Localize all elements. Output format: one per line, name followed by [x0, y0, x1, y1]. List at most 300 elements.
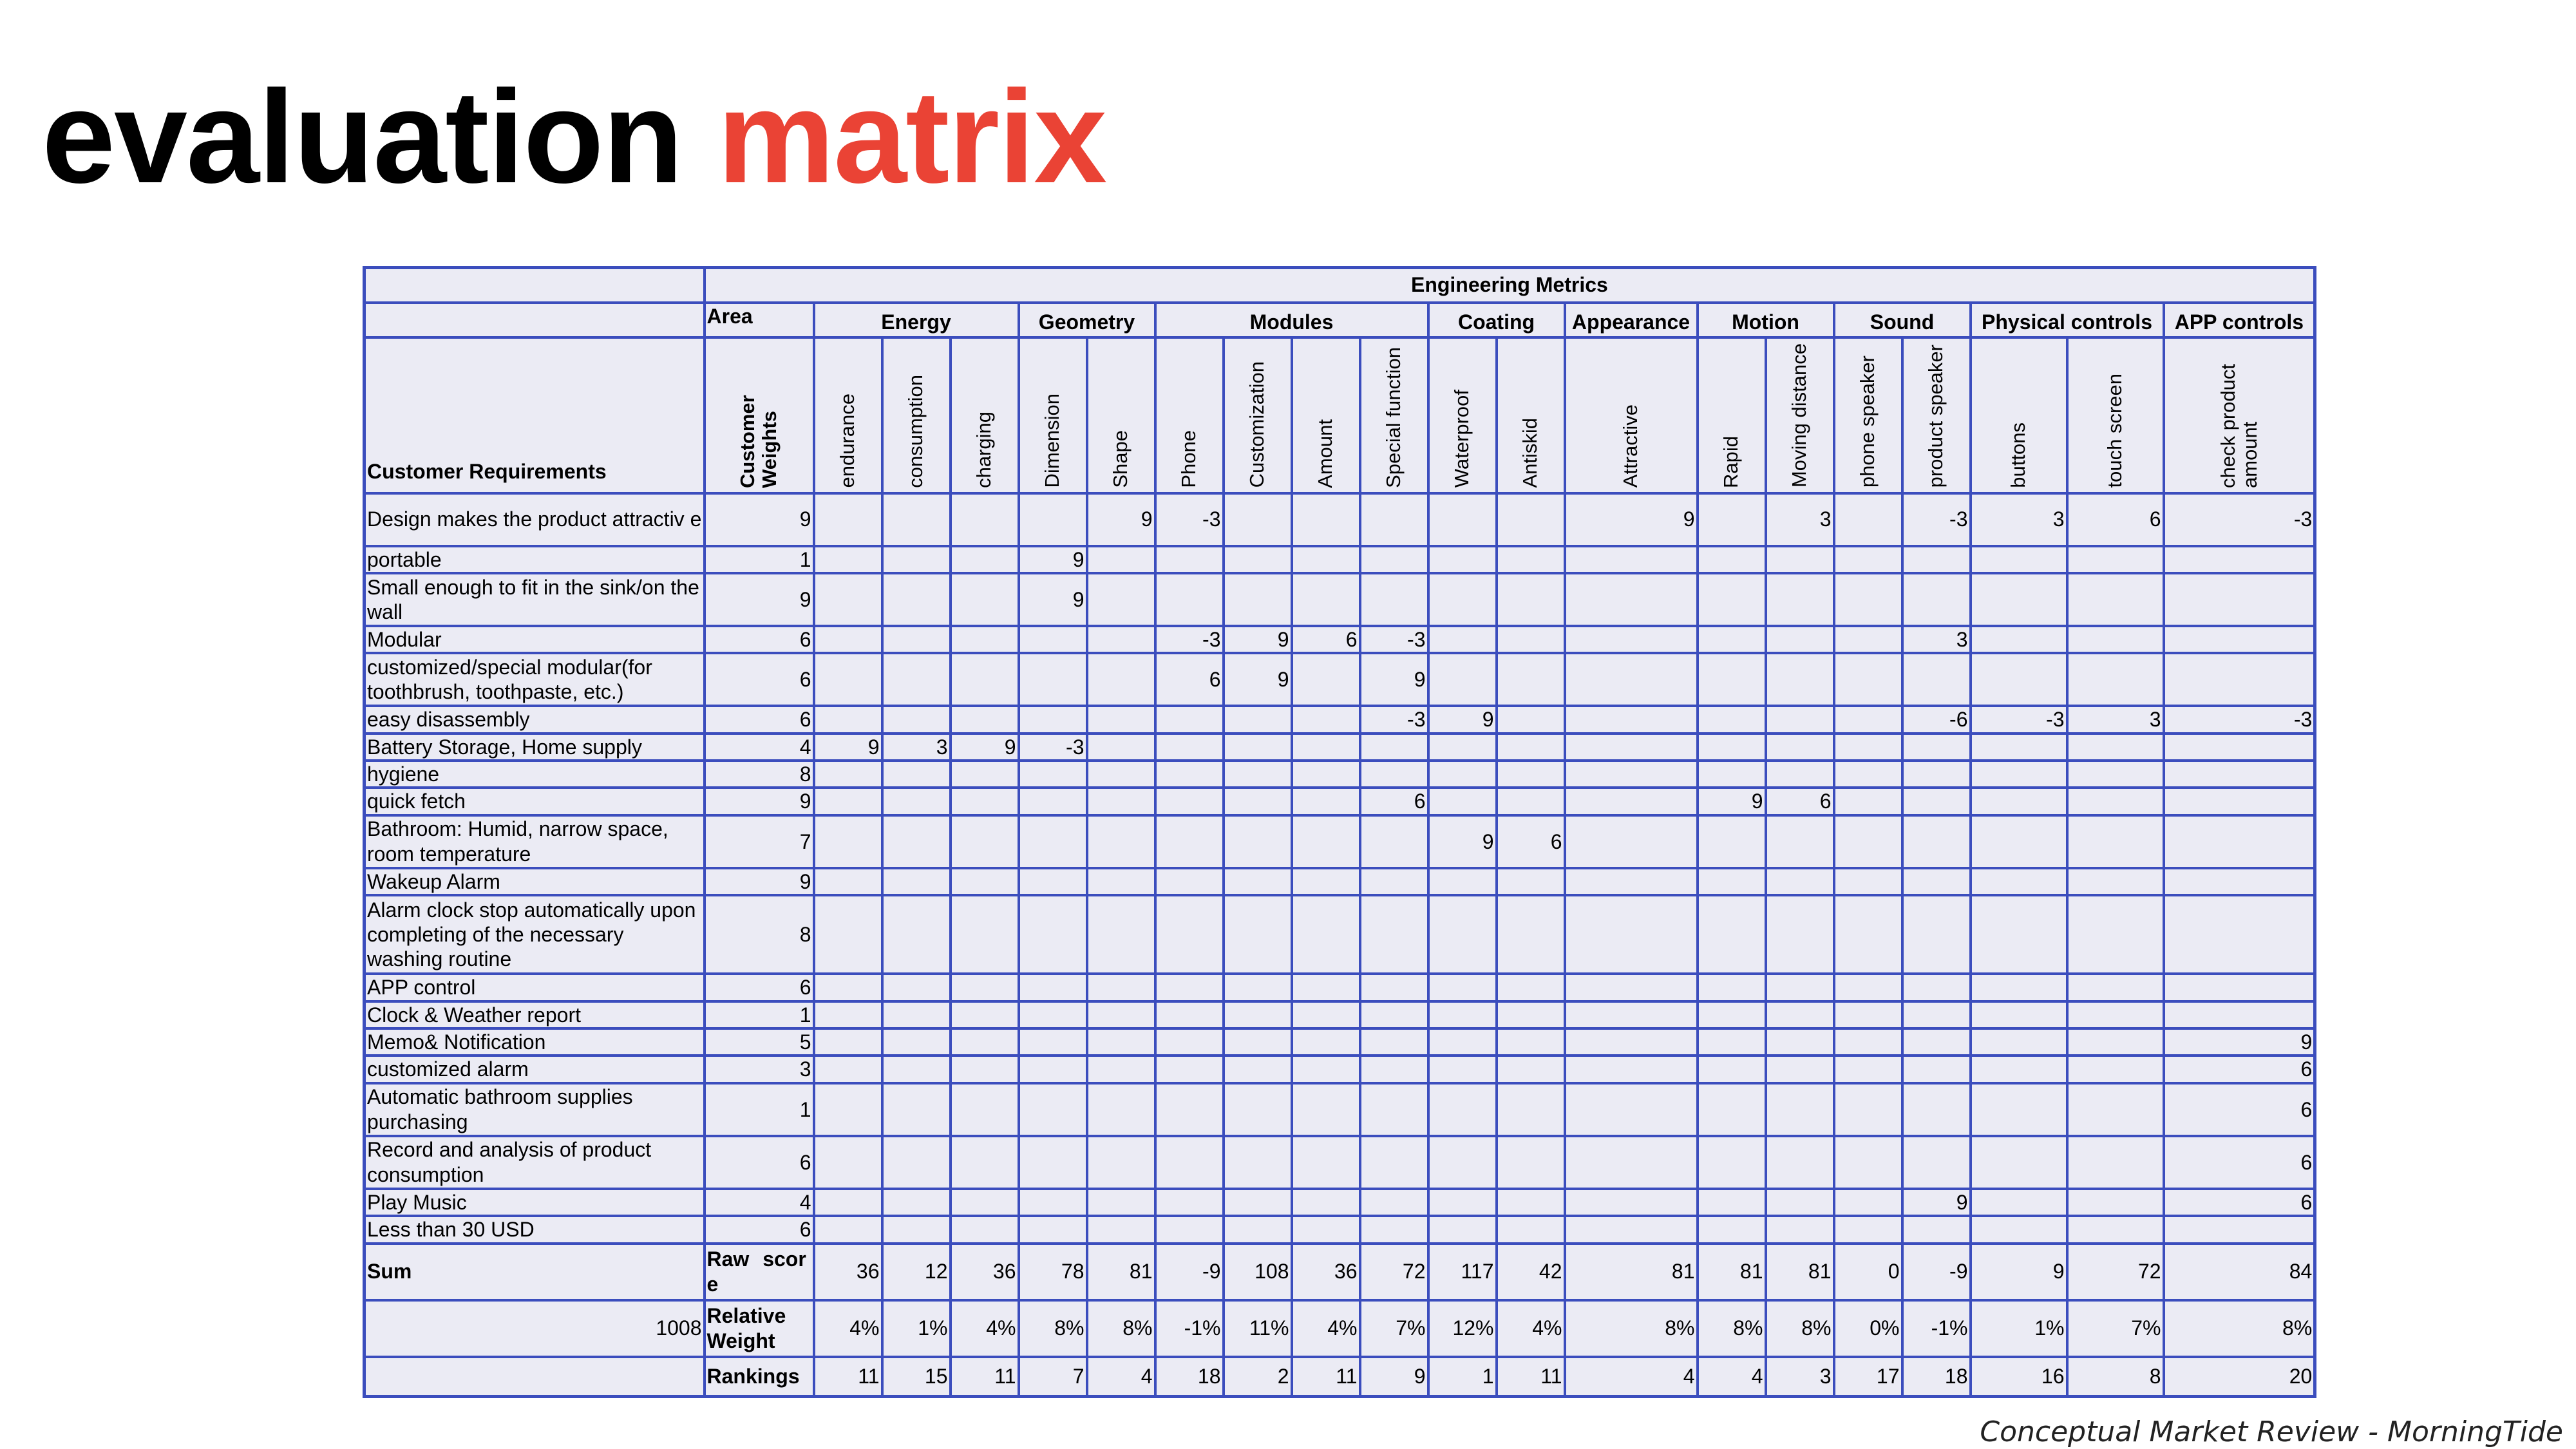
- requirement-name: Automatic bathroom supplies purchasing: [365, 1083, 705, 1136]
- matrix-value: [1360, 493, 1428, 546]
- matrix-value: 3: [1971, 493, 2067, 546]
- matrix-value: [1497, 734, 1565, 761]
- matrix-value: [1155, 573, 1224, 626]
- relative-weight: 0%: [1834, 1300, 1902, 1357]
- matrix-value: [1019, 706, 1087, 733]
- metric-label: Antiskid: [1519, 417, 1542, 488]
- matrix-value: [2164, 788, 2315, 815]
- matrix-value: -3: [2164, 493, 2315, 546]
- raw-score: 78: [1019, 1244, 1087, 1300]
- relative-weight: 8%: [1565, 1300, 1698, 1357]
- ranking-value: 18: [1902, 1357, 1971, 1397]
- raw-score: -9: [1902, 1244, 1971, 1300]
- group-header: Motion: [1698, 303, 1834, 337]
- matrix-value: [1224, 1028, 1292, 1056]
- title-word-matrix: matrix: [717, 63, 1106, 211]
- customer-weight: 9: [705, 573, 814, 626]
- matrix-value: [951, 546, 1019, 573]
- matrix-value: [1155, 895, 1224, 974]
- matrix-value: 6: [1292, 626, 1360, 653]
- matrix-value: [1224, 573, 1292, 626]
- requirement-name: Battery Storage, Home supply: [365, 734, 705, 761]
- matrix-value: [2067, 626, 2164, 653]
- matrix-value: 9: [951, 734, 1019, 761]
- matrix-value: [1565, 734, 1698, 761]
- relative-weight-label: Relative Weight: [705, 1300, 814, 1357]
- matrix-value: [1087, 1028, 1155, 1056]
- matrix-value: [1155, 706, 1224, 733]
- matrix-value: [1292, 895, 1360, 974]
- matrix-value: [1698, 868, 1766, 895]
- metric-label: check product amount: [2216, 363, 2261, 488]
- metric-header: [1087, 337, 1155, 493]
- title-word-evaluation: evaluation: [42, 63, 682, 211]
- matrix-value: [1902, 788, 1971, 815]
- matrix-value: [2067, 653, 2164, 706]
- matrix-value: [814, 788, 882, 815]
- ranking-value: 18: [1155, 1357, 1224, 1397]
- matrix-value: [1766, 1216, 1834, 1243]
- metric-header: [1902, 337, 1971, 493]
- matrix-value: [1766, 1001, 1834, 1028]
- matrix-value: [1428, 493, 1497, 546]
- metric-label: Amount: [1314, 419, 1337, 488]
- metric-label: buttons: [2007, 422, 2030, 488]
- matrix-value: [1087, 1056, 1155, 1083]
- requirements-header: Customer Requirements: [365, 337, 705, 493]
- matrix-value: [882, 895, 951, 974]
- matrix-value: [1087, 626, 1155, 653]
- matrix-value: [2164, 626, 2315, 653]
- relative-weight: 11%: [1224, 1300, 1292, 1357]
- matrix-value: [1565, 653, 1698, 706]
- matrix-value: [1902, 734, 1971, 761]
- matrix-value: [1565, 706, 1698, 733]
- requirement-name: portable: [365, 546, 705, 573]
- matrix-value: [882, 1216, 951, 1243]
- matrix-value: [1834, 815, 1902, 868]
- matrix-value: [951, 761, 1019, 788]
- matrix-value: 9: [1224, 653, 1292, 706]
- customer-weight: 9: [705, 788, 814, 815]
- matrix-value: [1087, 815, 1155, 868]
- matrix-value: [882, 788, 951, 815]
- matrix-value: [1971, 761, 2067, 788]
- matrix-value: [1565, 895, 1698, 974]
- raw-score: 36: [1292, 1244, 1360, 1300]
- metric-label: Waterproof: [1450, 390, 1473, 488]
- corner-cell-2: [365, 303, 705, 337]
- matrix-value: [882, 706, 951, 733]
- matrix-value: [2067, 895, 2164, 974]
- matrix-value: -3: [1902, 493, 1971, 546]
- relative-weight: 1%: [882, 1300, 951, 1357]
- matrix-value: [951, 868, 1019, 895]
- matrix-value: [1565, 1028, 1698, 1056]
- matrix-value: 9: [1019, 546, 1087, 573]
- matrix-value: [1019, 974, 1087, 1001]
- engineering-metrics-header: Engineering Metrics: [705, 268, 2315, 303]
- matrix-value: [1224, 1216, 1292, 1243]
- matrix-value: [1497, 493, 1565, 546]
- matrix-value: [1834, 546, 1902, 573]
- matrix-value: [814, 895, 882, 974]
- matrix-value: 9: [1019, 573, 1087, 626]
- metric-header: [1155, 337, 1224, 493]
- matrix-value: 9: [1428, 815, 1497, 868]
- matrix-value: [1428, 573, 1497, 626]
- matrix-value: [1565, 1216, 1698, 1243]
- matrix-value: [951, 1056, 1019, 1083]
- matrix-value: [1292, 1136, 1360, 1189]
- matrix-value: 6: [1497, 815, 1565, 868]
- matrix-value: [1292, 815, 1360, 868]
- matrix-value: [1224, 493, 1292, 546]
- customer-weight: 6: [705, 1136, 814, 1189]
- matrix-value: [814, 573, 882, 626]
- matrix-value: [882, 761, 951, 788]
- matrix-value: [1360, 1216, 1428, 1243]
- matrix-value: [1971, 546, 2067, 573]
- matrix-value: [1019, 1056, 1087, 1083]
- matrix-value: [1292, 1056, 1360, 1083]
- matrix-value: [1834, 1189, 1902, 1216]
- matrix-value: [1292, 1028, 1360, 1056]
- metric-header: [1360, 337, 1428, 493]
- raw-score: 72: [1360, 1244, 1428, 1300]
- requirement-row: [365, 653, 2315, 706]
- matrix-value: [1292, 573, 1360, 626]
- matrix-value: 3: [2067, 706, 2164, 733]
- raw-score: 42: [1497, 1244, 1565, 1300]
- customer-weight: 4: [705, 1189, 814, 1216]
- requirement-name: Play Music: [365, 1189, 705, 1216]
- matrix-value: [1971, 653, 2067, 706]
- matrix-value: [2067, 573, 2164, 626]
- matrix-value: [1766, 1189, 1834, 1216]
- matrix-value: [1292, 546, 1360, 573]
- matrix-value: [814, 974, 882, 1001]
- matrix-value: [882, 653, 951, 706]
- matrix-value: [1698, 626, 1766, 653]
- matrix-value: [1360, 974, 1428, 1001]
- matrix-value: [814, 1028, 882, 1056]
- matrix-value: [1497, 895, 1565, 974]
- metric-label: Shape: [1109, 430, 1132, 488]
- matrix-value: [2164, 734, 2315, 761]
- matrix-value: [1428, 1136, 1497, 1189]
- matrix-value: [814, 546, 882, 573]
- requirement-row: [365, 1001, 2315, 1028]
- metric-label: Customization: [1245, 361, 1269, 488]
- matrix-value: [1902, 1083, 1971, 1136]
- matrix-value: [1565, 626, 1698, 653]
- matrix-value: [2067, 546, 2164, 573]
- matrix-value: [882, 573, 951, 626]
- matrix-value: [1497, 1028, 1565, 1056]
- matrix-value: [1087, 974, 1155, 1001]
- matrix-value: [2067, 815, 2164, 868]
- matrix-value: [1902, 1136, 1971, 1189]
- relative-weight: 4%: [814, 1300, 882, 1357]
- matrix-value: [1019, 1216, 1087, 1243]
- matrix-value: [882, 1083, 951, 1136]
- matrix-value: [951, 788, 1019, 815]
- matrix-value: 9: [1565, 493, 1698, 546]
- matrix-value: [1497, 653, 1565, 706]
- matrix-value: [814, 1216, 882, 1243]
- matrix-value: -6: [1902, 706, 1971, 733]
- matrix-value: [1834, 761, 1902, 788]
- raw-score-label: Raw scor e: [705, 1244, 814, 1300]
- matrix-value: [1834, 653, 1902, 706]
- raw-score: 0: [1834, 1244, 1902, 1300]
- requirement-row: [365, 1216, 2315, 1243]
- matrix-value: [1019, 761, 1087, 788]
- matrix-value: -3: [1155, 626, 1224, 653]
- matrix-value: [1766, 1028, 1834, 1056]
- matrix-value: [951, 1136, 1019, 1189]
- matrix-value: [1902, 974, 1971, 1001]
- matrix-value: [1155, 1136, 1224, 1189]
- matrix-value: [1834, 1083, 1902, 1136]
- matrix-value: [1360, 1136, 1428, 1189]
- matrix-value: [2067, 788, 2164, 815]
- raw-score: -9: [1155, 1244, 1224, 1300]
- matrix-value: [1292, 974, 1360, 1001]
- matrix-value: [1971, 1189, 2067, 1216]
- matrix-value: [1971, 868, 2067, 895]
- relative-weight: 8%: [2164, 1300, 2315, 1357]
- customer-weight: 9: [705, 493, 814, 546]
- matrix-value: [814, 706, 882, 733]
- matrix-value: [1292, 734, 1360, 761]
- matrix-value: 9: [1428, 706, 1497, 733]
- matrix-value: [1902, 815, 1971, 868]
- matrix-value: [1087, 734, 1155, 761]
- matrix-value: [1698, 653, 1766, 706]
- matrix-value: [1087, 653, 1155, 706]
- matrix-value: [1698, 815, 1766, 868]
- matrix-value: [1019, 815, 1087, 868]
- group-header: Appearance: [1565, 303, 1698, 337]
- matrix-value: [1155, 1001, 1224, 1028]
- matrix-value: [1565, 573, 1698, 626]
- requirement-row: [365, 706, 2315, 733]
- matrix-value: [1766, 868, 1834, 895]
- matrix-value: -3: [1360, 626, 1428, 653]
- requirement-row: [365, 1028, 2315, 1056]
- metric-label: Dimension: [1041, 393, 1064, 488]
- matrix-value: [1155, 734, 1224, 761]
- slide-title: [42, 63, 1106, 211]
- requirement-row: [365, 868, 2315, 895]
- matrix-value: [1292, 706, 1360, 733]
- matrix-value: [1902, 1216, 1971, 1243]
- matrix-value: [1019, 493, 1087, 546]
- requirement-row: [365, 626, 2315, 653]
- matrix-value: 9: [814, 734, 882, 761]
- matrix-value: [1087, 573, 1155, 626]
- matrix-value: [2067, 1216, 2164, 1243]
- metric-header: [1565, 337, 1698, 493]
- matrix-value: 9: [1224, 626, 1292, 653]
- matrix-value: [1428, 1083, 1497, 1136]
- matrix-value: [2164, 868, 2315, 895]
- matrix-value: [1019, 1136, 1087, 1189]
- matrix-value: [1766, 974, 1834, 1001]
- ranking-value: 11: [1292, 1357, 1360, 1397]
- relative-weight: 8%: [1698, 1300, 1766, 1357]
- matrix-value: [882, 974, 951, 1001]
- metric-label: charging: [972, 411, 996, 488]
- matrix-value: [1497, 788, 1565, 815]
- matrix-value: [814, 493, 882, 546]
- matrix-value: [1292, 1083, 1360, 1136]
- matrix-value: [1360, 815, 1428, 868]
- matrix-value: [1428, 788, 1497, 815]
- matrix-value: [1766, 626, 1834, 653]
- matrix-value: [1902, 1028, 1971, 1056]
- matrix-value: [1292, 653, 1360, 706]
- matrix-value: [951, 1001, 1019, 1028]
- metric-header: [1698, 337, 1766, 493]
- relative-weight: 8%: [1019, 1300, 1087, 1357]
- matrix-value: -3: [1155, 493, 1224, 546]
- matrix-value: [1224, 974, 1292, 1001]
- matrix-value: [1834, 734, 1902, 761]
- matrix-value: [2164, 1216, 2315, 1243]
- group-header: Modules: [1155, 303, 1428, 337]
- matrix-value: [951, 626, 1019, 653]
- matrix-value: [1292, 1001, 1360, 1028]
- matrix-value: [1565, 1056, 1698, 1083]
- matrix-value: [1428, 895, 1497, 974]
- matrix-value: [1224, 815, 1292, 868]
- matrix-value: [1565, 1001, 1698, 1028]
- matrix-value: [1019, 1189, 1087, 1216]
- matrix-value: 9: [1902, 1189, 1971, 1216]
- matrix-value: [951, 573, 1019, 626]
- matrix-value: [1497, 546, 1565, 573]
- customer-weight: 6: [705, 653, 814, 706]
- matrix-value: [2164, 895, 2315, 974]
- ranking-value: 11: [951, 1357, 1019, 1397]
- ranking-value: 4: [1698, 1357, 1766, 1397]
- matrix-value: [1565, 1136, 1698, 1189]
- ranking-value: 7: [1019, 1357, 1087, 1397]
- matrix-value: [1902, 546, 1971, 573]
- ranking-value: 4: [1565, 1357, 1698, 1397]
- raw-score: 36: [951, 1244, 1019, 1300]
- matrix-value: [1224, 895, 1292, 974]
- matrix-value: 6: [1766, 788, 1834, 815]
- metric-header: [1766, 337, 1834, 493]
- matrix-value: [1698, 1028, 1766, 1056]
- raw-score: 84: [2164, 1244, 2315, 1300]
- matrix-value: [1902, 653, 1971, 706]
- matrix-value: [814, 1056, 882, 1083]
- matrix-value: [814, 868, 882, 895]
- relative-weight: 4%: [1497, 1300, 1565, 1357]
- matrix-value: [1766, 653, 1834, 706]
- matrix-value: [1902, 1001, 1971, 1028]
- requirement-row: [365, 573, 2315, 626]
- matrix-value: [2164, 653, 2315, 706]
- customer-weight: 8: [705, 761, 814, 788]
- matrix-value: 6: [2164, 1189, 2315, 1216]
- matrix-value: [1087, 788, 1155, 815]
- matrix-value: [882, 1189, 951, 1216]
- matrix-value: [1766, 895, 1834, 974]
- matrix-value: [1766, 761, 1834, 788]
- relative-weight: 8%: [1087, 1300, 1155, 1357]
- customer-weight: 6: [705, 1216, 814, 1243]
- matrix-value: [2067, 974, 2164, 1001]
- matrix-value: 6: [2067, 493, 2164, 546]
- matrix-value: [1971, 1136, 2067, 1189]
- matrix-value: [1292, 788, 1360, 815]
- matrix-value: 9: [2164, 1028, 2315, 1056]
- requirement-name: quick fetch: [365, 788, 705, 815]
- matrix-value: [1019, 895, 1087, 974]
- requirement-row: [365, 1083, 2315, 1136]
- ranking-value: 9: [1360, 1357, 1428, 1397]
- metric-label: Special function: [1382, 346, 1405, 488]
- metric-label: Attractive: [1619, 404, 1642, 488]
- matrix-value: [1834, 788, 1902, 815]
- relative-weight: -1%: [1155, 1300, 1224, 1357]
- matrix-value: [1087, 761, 1155, 788]
- matrix-value: [1428, 653, 1497, 706]
- matrix-value: [1224, 868, 1292, 895]
- rankings-blank: [365, 1357, 705, 1397]
- matrix-value: -3: [1360, 706, 1428, 733]
- matrix-value: [814, 626, 882, 653]
- matrix-value: [814, 1001, 882, 1028]
- matrix-value: [814, 761, 882, 788]
- matrix-value: [1834, 1216, 1902, 1243]
- matrix-value: [1155, 1083, 1224, 1136]
- raw-score: 12: [882, 1244, 951, 1300]
- matrix-value: [1019, 868, 1087, 895]
- matrix-value: [1292, 868, 1360, 895]
- matrix-value: [951, 1028, 1019, 1056]
- matrix-value: [882, 626, 951, 653]
- matrix-value: [1497, 1216, 1565, 1243]
- matrix-value: [2067, 1189, 2164, 1216]
- raw-score: 117: [1428, 1244, 1497, 1300]
- matrix-value: [1497, 1136, 1565, 1189]
- matrix-value: [951, 706, 1019, 733]
- matrix-value: [1497, 974, 1565, 1001]
- matrix-value: -3: [2164, 706, 2315, 733]
- matrix-value: [951, 493, 1019, 546]
- matrix-value: -3: [1971, 706, 2067, 733]
- matrix-value: [882, 1001, 951, 1028]
- matrix-value: [1155, 868, 1224, 895]
- matrix-value: [1155, 761, 1224, 788]
- matrix-value: 3: [1766, 493, 1834, 546]
- raw-score: 36: [814, 1244, 882, 1300]
- customer-weight: 7: [705, 815, 814, 868]
- matrix-value: [1834, 626, 1902, 653]
- matrix-value: [1497, 1056, 1565, 1083]
- customer-weight: 9: [705, 868, 814, 895]
- matrix-value: [1155, 788, 1224, 815]
- matrix-value: 6: [2164, 1056, 2315, 1083]
- metric-label: endurance: [836, 393, 859, 488]
